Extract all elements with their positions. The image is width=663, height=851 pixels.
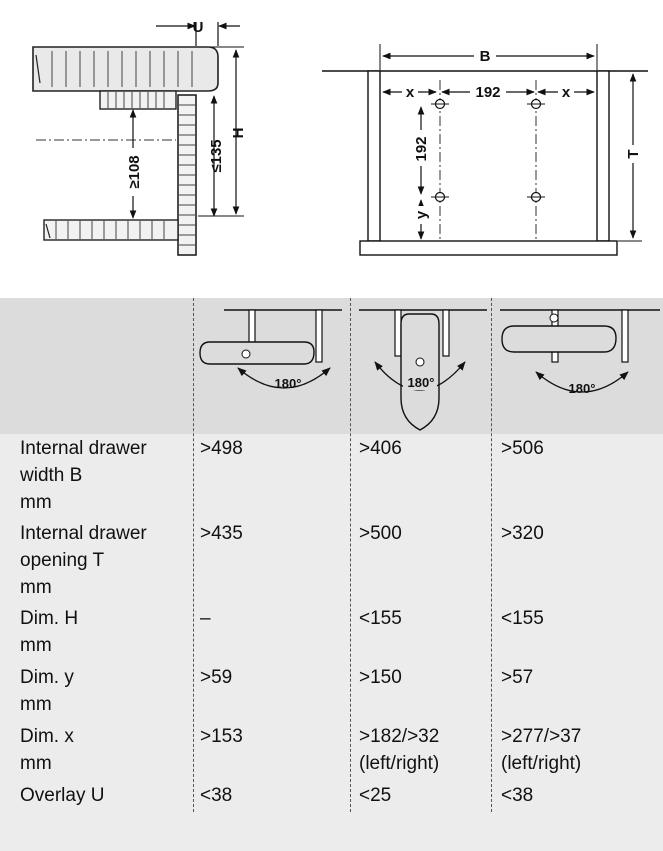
cell-dim-x-col2: >182/>32 (left/right) [359,726,440,774]
lower-shelf [44,220,178,240]
mounting-option-2-icon [351,298,491,434]
cell-opening-t-col2: >500 [359,523,402,544]
cell-dim-x-col3: >277/>37 (left/right) [501,726,582,774]
mounting-rail [100,91,176,109]
row-label-width-b: Internal drawer width B mm [20,438,147,513]
right-side-panel [597,71,609,241]
cell-dim-y-col3: >57 [501,667,534,688]
row-label-dim-y: Dim. y mm [20,667,74,715]
cell-dim-y-col2: >150 [359,667,402,688]
row-label-dim-x: Dim. x mm [20,726,74,774]
front-view-drawing [322,44,648,255]
dim-min-gap-label: ≥108 [126,155,143,189]
dim-192-horizontal-label: 192 [475,84,501,101]
cell-opening-t-col3: >320 [501,523,544,544]
row-label-overlay-u: Overlay U [20,785,105,806]
dim-x-left-label: x [405,84,415,101]
cell-overlay-u-col1: <38 [200,785,233,806]
cell-overlay-u-col2: <25 [359,785,392,806]
technical-drawing [0,0,663,298]
row-label-dim-h: Dim. H mm [20,608,79,656]
left-side-panel [368,71,380,241]
specification-table [0,298,663,851]
dim-y-label: y [413,210,430,220]
cell-dim-x-col1: >153 [200,726,243,747]
cell-dim-h-col1: – [200,608,211,629]
side-view-drawing [33,19,247,255]
dim-x-right-label: x [561,84,571,101]
dim-t-label: T [625,149,642,159]
drawing-canvas [0,0,663,298]
mounting-option-1-icon [194,298,350,434]
bottom-board [360,241,617,255]
dim-max-height-label: ≤135 [208,139,225,173]
rotation-label-1: 180° [274,376,302,391]
rotation-label-2: 180° [407,375,435,390]
mounting-holes [436,100,541,202]
cell-dim-h-col3: <155 [501,608,544,629]
dim-h-label: H [230,127,247,139]
cell-dim-h-col2: <155 [359,608,402,629]
row-label-opening-t: Internal drawer opening T mm [20,523,147,598]
dim-u-label: U [192,19,204,36]
mounting-option-3-icon [492,298,663,434]
rotation-label-3: 180° [568,381,596,396]
cell-overlay-u-col3: <38 [501,785,534,806]
worktop-board [33,47,218,91]
dim-192-vertical-label: 192 [413,136,430,162]
cell-opening-t-col1: >435 [200,523,243,544]
cell-dim-y-col1: >59 [200,667,233,688]
dim-b-label: B [479,48,491,65]
cell-width-b-col2: >406 [359,438,402,459]
cell-width-b-col3: >506 [501,438,544,459]
cell-width-b-col1: >498 [200,438,243,459]
